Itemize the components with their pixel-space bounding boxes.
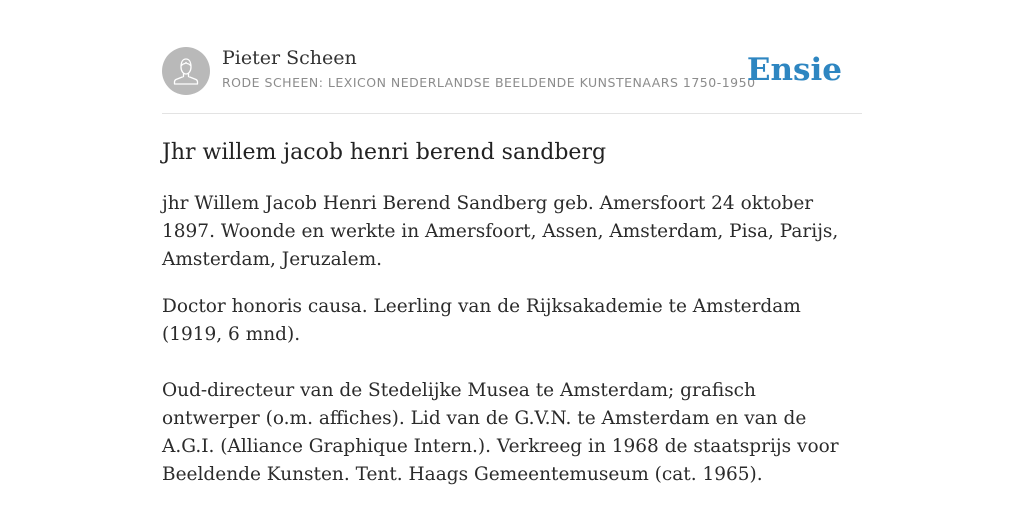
author-name[interactable]: Pieter Scheen xyxy=(222,47,357,69)
avatar[interactable] xyxy=(162,47,210,95)
header-divider xyxy=(162,113,862,114)
author-header xyxy=(162,46,862,96)
user-silhouette-icon xyxy=(162,47,210,95)
article-title: Jhr willem jacob henri berend sandberg xyxy=(162,140,607,165)
paragraph: jhr Willem Jacob Henri Berend Sandberg geb. Amersfoort 24 oktober 1897. Woonde en werkte in Amersfoort, Assen, Amsterdam, Pisa, Parijs, Amsterdam, Jeruzalem. xyxy=(162,193,839,270)
brand-logo[interactable]: Ensie xyxy=(746,52,842,88)
source-label: RODE SCHEEN: LEXICON NEDERLANDSE BEELDENDE KUNSTENAARS 1750-1950 xyxy=(222,75,756,90)
paragraph: Oud-directeur van de Stedelijke Musea te Amsterdam; grafisch ontwerper (o.m. affiches). Lid van de G.V.N. te Amsterdam en van de A.G.I. (Alliance Graphique Intern.). Verkreeg in 1968 de staatsprijs voor Beeldende Kunsten. Tent. Haags Gemeentemuseum (cat. 1965). xyxy=(162,380,839,485)
article-body xyxy=(162,190,852,489)
paragraph: Doctor honoris causa. Leerling van de Rijksakademie te Amsterdam (1919, 6 mnd). xyxy=(162,296,801,345)
